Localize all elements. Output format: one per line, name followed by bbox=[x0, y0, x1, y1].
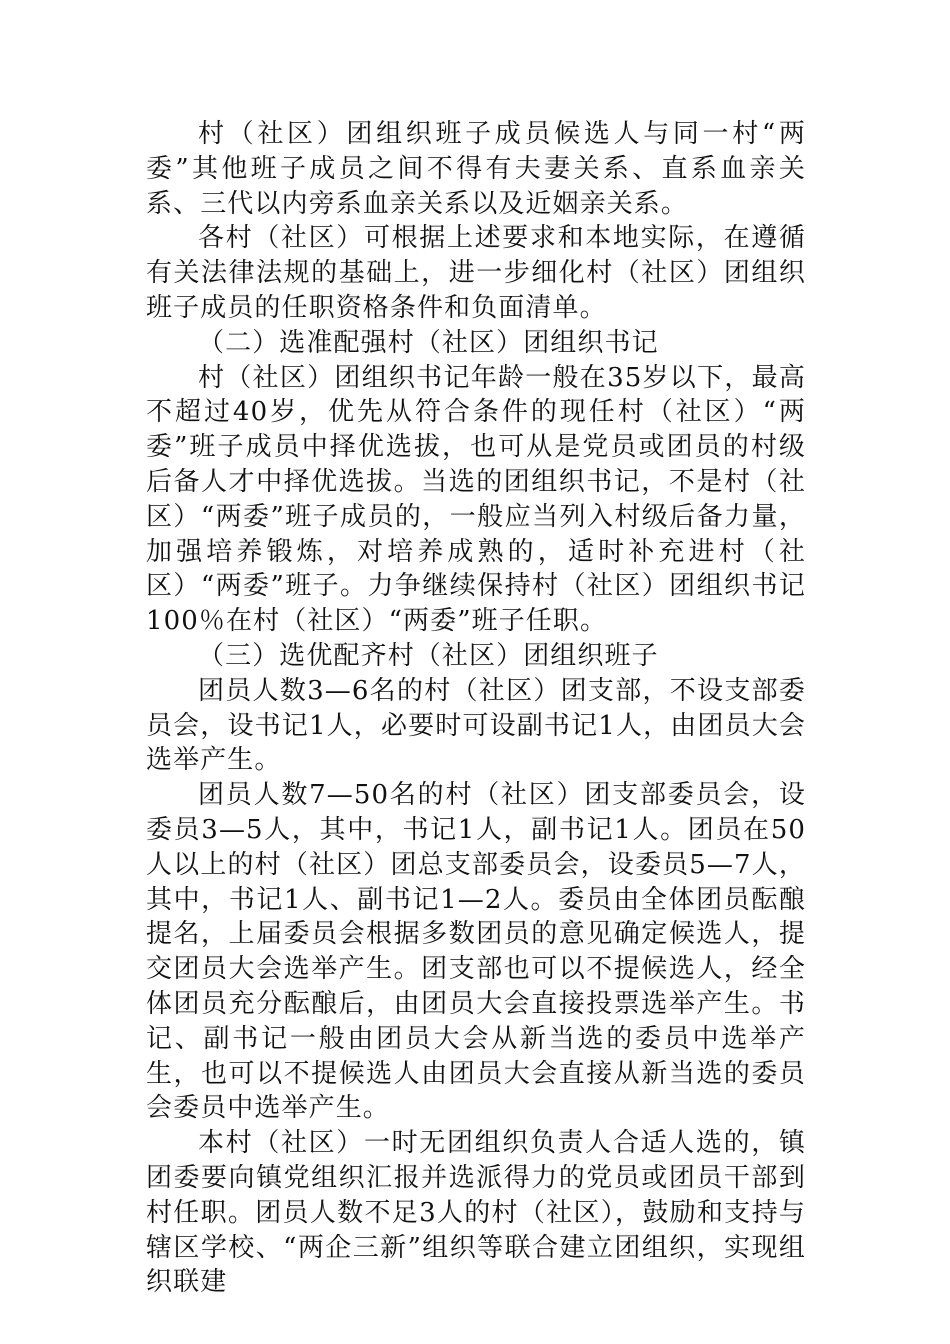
paragraph-kinship-restriction: 村（社区）团组织班子成员候选人与同一村“两委”其他班子成员之间不得有夫妻关系、直系血亲关系、三代以内旁系血亲关系以及近姻亲关系。 bbox=[146, 119, 806, 219]
paragraph-no-candidate: 本村（社区）一时无团组织负责人合适人选的，镇团委要向镇党组织汇报并选派得力的党员或团员干部到村任职。团员人数不足3人的村（社区），鼓励和支持与辖区学校、“两企三新”组织等联合建立团组织，实现组织联建 bbox=[146, 1128, 806, 1298]
section-heading-team: （三）选优配齐村（社区）团组织班子 bbox=[198, 640, 659, 671]
paragraph-secretary-requirements: 村（社区）团组织书记年龄一般在35岁以下，最高不超过40岁，优先从符合条件的现任村（社区）“两委”班子成员中择优选拔，也可从是党员或团员的村级后备人才中择优选拔。当选的团组织书记，不是村（社区）“两委”班子成员的，一般应当列入村级后备力量，加强培养锻炼，对培养成熟的，适时补充进村（社区）“两委”班子。力争继续保持村（社区）团组织书记100％在村（社区）“两委”班子任职。 bbox=[146, 362, 806, 637]
document-body bbox=[146, 117, 806, 1300]
paragraph-local-refinement: 各村（社区）可根据上述要求和本地实际，在遵循有关法律法规的基础上，进一步细化村（社区）团组织班子成员的任职资格条件和负面清单。 bbox=[146, 223, 806, 323]
paragraph-small-branch: 团员人数3—6名的村（社区）团支部，不设支部委员会，设书记1人，必要时可设副书记1人，由团员大会选举产生。 bbox=[146, 675, 806, 776]
paragraph-branch-committee: 团员人数7—50名的村（社区）团支部委员会，设委员3—5人，其中，书记1人，副书记1人。团员在50人以上的村（社区）团总支部委员会，设委员5—7人，其中，书记1人、副书记1—2人。委员由全体团员酝酿提名，上届委员会根据多数团员的意见确定候选人，提交团员大会选举产生。团支部也可以不提候选人，经全体团员充分酝酿后，由团员大会直接投票选举产生。书记、副书记一般由团员大会从新当选的委员中选举产生，也可以不提候选人由团员大会直接从新当选的委员会委员中选举产生。 bbox=[146, 780, 806, 1124]
section-heading-secretary: （二）选准配强村（社区）团组织书记 bbox=[198, 327, 659, 358]
